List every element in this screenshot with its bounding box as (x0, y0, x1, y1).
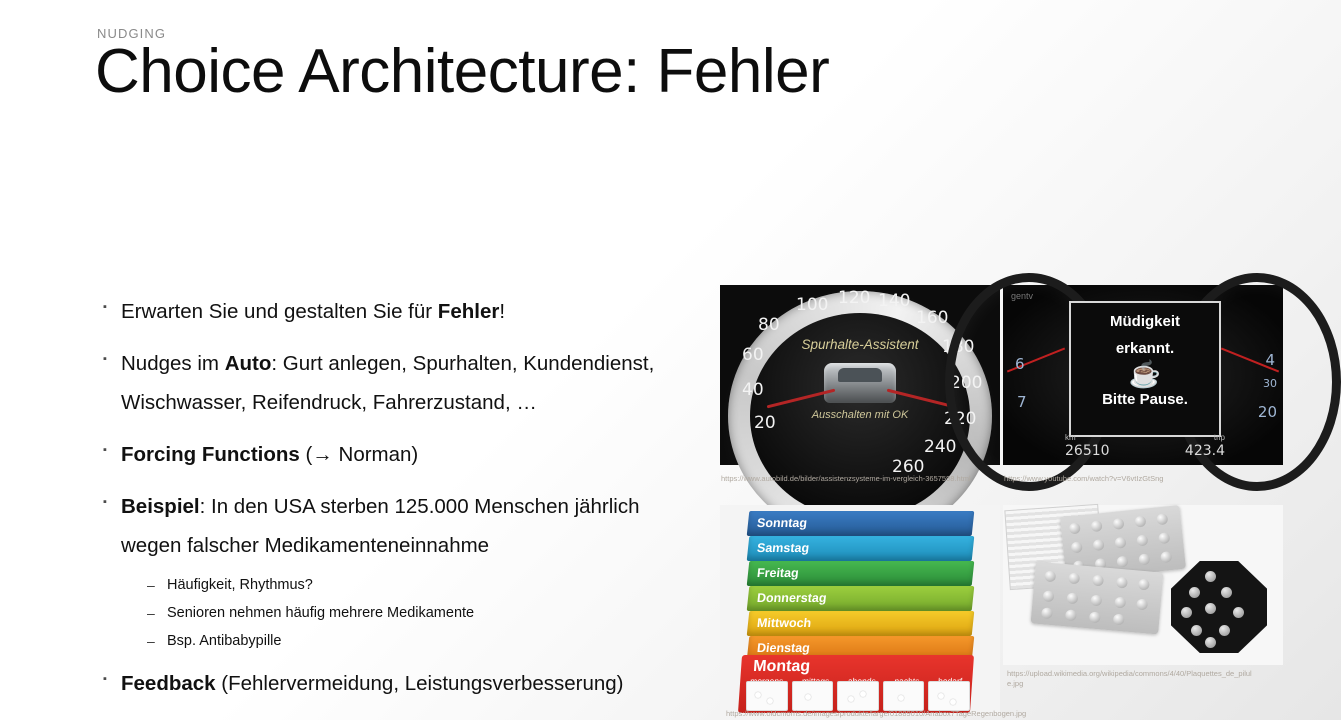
bullet-marker: ▪ (103, 444, 107, 456)
speedo-tick: 200 (950, 373, 983, 393)
dashboard-graphic (1003, 285, 1283, 465)
pill-tray (746, 681, 788, 711)
bullet-marker: ▪ (103, 673, 107, 685)
speedo-tick: 80 (758, 315, 780, 335)
pill-icon (805, 694, 811, 700)
pill-icon (950, 699, 956, 705)
blister-pack-contraceptive-pills-photo (1003, 505, 1283, 665)
speedo-tick: 240 (924, 437, 957, 457)
warning-line-3: Bitte Pause. (1102, 391, 1188, 408)
bullet-marker: ▪ (103, 301, 107, 313)
bullet-marker: ▪ (103, 353, 107, 365)
speedo-tick: 60 (742, 345, 764, 365)
bullet-text: Beispiel: In den USA sterben 125.000 Menschen jährlich wegen falscher Medikamenteneinnahme (121, 495, 640, 557)
gauge-tick: 4 (1265, 351, 1275, 369)
pillbox-day-row: Donnerstag (747, 586, 975, 611)
image-caption: https://www.youtube.com/watch?v=V6vtIzGtSng (1004, 474, 1164, 483)
pill-icon (848, 696, 854, 702)
car-icon (824, 363, 896, 403)
sub-list-item (147, 628, 703, 654)
bullet-text: Feedback (Fehlervermeidung, Leistungsverbesserung) (121, 672, 624, 695)
image-caption: https://www.oldcmorris.de/images/produkte/large/01889010/Anabox7TageRegenbogen.jpg (726, 709, 1027, 718)
pillbox-day-row: Mittwoch (747, 611, 975, 636)
pill-tray (928, 681, 970, 711)
list-item (103, 435, 703, 474)
blister-sheet (1031, 562, 1164, 635)
pill-tray (792, 681, 834, 711)
odometer-value: 26510 (1065, 443, 1110, 459)
speedo-tick: 180 (942, 337, 975, 357)
lane-assist-sublabel: Ausschalten mit OK (811, 409, 909, 421)
pill-icon (755, 692, 761, 698)
gauge-tick: 20 (1257, 403, 1277, 421)
weekly-pill-organizer-photo (720, 505, 1000, 715)
pillbox-day-row: Samstag (747, 536, 975, 561)
pillbox-graphic (748, 511, 964, 679)
bullet-marker: ▪ (103, 496, 107, 508)
speedo-tick: 220 (944, 409, 977, 429)
bullet-text: Forcing Functions (→ Norman) (121, 443, 419, 466)
slide-eyebrow: NUDGING (97, 26, 167, 41)
list-item (103, 487, 703, 565)
pill-icon (938, 693, 944, 699)
gauge-tick: 7 (1017, 393, 1027, 411)
odometer-readout (1065, 433, 1225, 460)
sub-bullet-marker: – (147, 577, 155, 593)
speedo-tick: 160 (916, 308, 949, 328)
odometer-total (1065, 433, 1110, 460)
speedo-tick: 40 (742, 380, 764, 400)
gauge-tick: 30 (1263, 377, 1277, 390)
warning-line-1: Müdigkeit (1110, 313, 1180, 330)
bullet-text: Erwarten Sie und gestalten Sie für Fehler! (121, 300, 506, 323)
sub-bullet-text: Senioren nehmen häufig mehrere Medikamente (167, 605, 475, 621)
list-item (103, 292, 703, 331)
sub-bullet-marker: – (147, 633, 155, 649)
gauge-tick: 6 (1015, 355, 1025, 373)
sub-list (147, 572, 703, 654)
speedo-tick: 100 (796, 295, 829, 315)
contraceptive-pill-disc (1171, 561, 1267, 653)
list-item (103, 664, 703, 703)
list-item (103, 344, 703, 422)
sub-bullet-marker: – (147, 605, 155, 621)
odometer-unit: km (1065, 433, 1076, 442)
pill-tray (837, 681, 879, 711)
pillbox-day-row: Freitag (747, 561, 975, 586)
speedo-tick: 140 (878, 291, 911, 311)
pillbox-day-row: Sonntag (747, 511, 975, 536)
speedo-tick: 120 (838, 288, 871, 308)
fatigue-warning-screen (1069, 301, 1221, 437)
pill-icon (860, 691, 866, 697)
dashboard-fatigue-warning-photo (1003, 285, 1283, 465)
pill-icon (767, 698, 773, 704)
trip-unit: trip (1213, 433, 1225, 442)
pillbox-open-trays (746, 681, 970, 711)
pillbox-day-row: Dienstag (747, 636, 975, 661)
speedo-tick: 20 (754, 413, 776, 433)
pill-icon (898, 695, 904, 701)
bullet-list (103, 292, 703, 716)
speedo-tick: 260 (892, 457, 925, 477)
pillbox-front-day: Montag (752, 658, 811, 675)
sub-list-item (147, 572, 703, 598)
coffee-cup-icon: ☕ (1128, 359, 1162, 389)
sub-bullet-text: Häufigkeit, Rhythmus? (167, 577, 313, 593)
trip-meter (1185, 433, 1225, 460)
page-title: Choice Architecture: Fehler (95, 37, 830, 106)
image-caption: https://upload.wikimedia.org/wikipedia/commons/4/40/Plaquettes_de_pilule.jpg (1007, 669, 1252, 688)
image-caption: https://www.autobild.de/bilder/assistenzsysteme-im-vergleich-3657598.html (721, 474, 971, 483)
lane-assist-label: Spurhalte-Assistent (801, 337, 919, 352)
pill-tray (883, 681, 925, 711)
warning-line-2: erkannt. (1115, 340, 1175, 357)
channel-watermark: gentv (1011, 291, 1034, 301)
sub-bullet-text: Bsp. Antibabypille (167, 633, 282, 649)
sub-list-item (147, 600, 703, 626)
trip-value: 423.4 (1184, 443, 1225, 459)
bullet-text: Nudges im Auto: Gurt anlegen, Spurhalten, Kundendienst, Wischwasser, Reifendruck, Fahrerzustand, … (121, 352, 655, 414)
